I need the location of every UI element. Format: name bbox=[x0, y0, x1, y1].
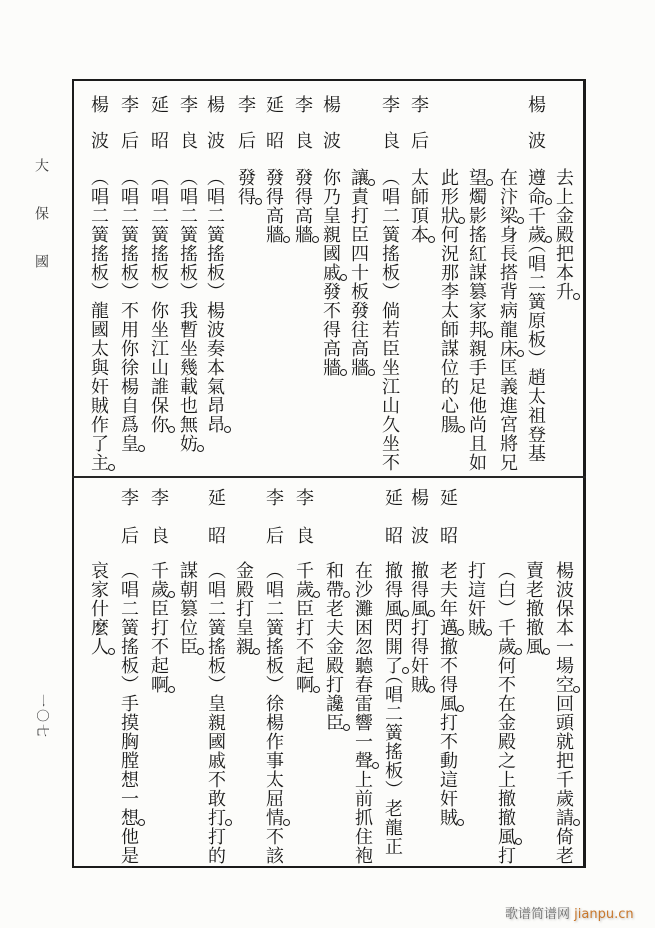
dialogue-text: 賣老撤撤風 bbox=[523, 561, 544, 656]
speaker-name: 李良 bbox=[292, 95, 313, 167]
dialogue-text: 讓責打臣四十板發往高牆 bbox=[348, 168, 369, 377]
dialogue-text: 老夫年邁撤不得風打不動這奸賊 bbox=[437, 561, 458, 827]
dialogue-text: （唱二簧搖板）龍國太與奸賊作了主 bbox=[88, 168, 109, 472]
dialogue-text: 打這奸賊 bbox=[465, 561, 486, 637]
dialogue-text: 和帶老夫金殿打讒臣 bbox=[323, 561, 344, 732]
speaker-name: 李后 bbox=[118, 488, 139, 564]
speaker-name: 延昭 bbox=[148, 95, 169, 167]
speaker-name: 楊波 bbox=[204, 95, 225, 167]
watermark bbox=[505, 903, 634, 922]
dialogue-text: 在沙灘困忽聽春雷響一聲上前抓住袍 bbox=[352, 561, 373, 865]
dialogue-text: 楊波保本一場空回頭就把千歲請倚老 bbox=[553, 561, 574, 865]
frame-border-bottom bbox=[72, 866, 586, 868]
speaker-name: 延昭 bbox=[382, 488, 403, 564]
watermark-site-name: 歌谱简谱网 bbox=[505, 907, 571, 922]
dialogue-text: （唱二簧搖板）徐楊作事太屈情不該 bbox=[263, 561, 284, 865]
speaker-name: 延昭 bbox=[437, 488, 458, 564]
frame-border-right bbox=[583, 79, 586, 868]
dialogue-text: 千歲臣打不起啊 bbox=[293, 561, 314, 694]
speaker-name: 李良 bbox=[293, 488, 314, 564]
dialogue-text: 望燭影搖紅謀篡家邦親手足他尚且如 bbox=[466, 168, 487, 472]
speaker-name: 李良 bbox=[379, 95, 400, 167]
running-title: 大保國 bbox=[33, 158, 49, 302]
watermark-domain: jianpu.cn bbox=[574, 907, 634, 922]
speaker-name: 延昭 bbox=[205, 488, 226, 564]
dialogue-text: 發得高牆 bbox=[292, 168, 313, 244]
dialogue-text: 你乃皇親國戚發不得高牆 bbox=[320, 168, 341, 377]
dialogue-text: 在汴梁身長搭背病龍床匡義進宮將兄 bbox=[497, 168, 518, 472]
dialogue-text: 此形狀何況那李太師謀位的心腸 bbox=[438, 168, 459, 434]
dialogue-text: （唱二簧搖板）手摸胸膛想一想他是 bbox=[118, 561, 139, 865]
dialogue-text: 遵命千歲（唱二簧原板）趙太祖登基 bbox=[525, 168, 546, 463]
dialogue-text: 千歲臣打不起啊 bbox=[148, 561, 169, 694]
dialogue-text: 發得 bbox=[235, 168, 256, 206]
dialogue-text: （唱二簧搖板）倘若臣坐江山久坐不 bbox=[379, 168, 400, 472]
dialogue-text: 撤得風閃開了（唱二簧搖板）老龍正 bbox=[382, 561, 403, 856]
frame-border-top bbox=[72, 79, 586, 81]
section-divider bbox=[72, 476, 586, 478]
speaker-name: 李后 bbox=[118, 95, 139, 167]
dialogue-text: （唱二簧搖板）你坐江山誰保你 bbox=[148, 168, 169, 434]
dialogue-text: （唱二簧搖板）我暫坐幾載也無妨 bbox=[177, 168, 198, 453]
frame-border-left bbox=[72, 79, 74, 868]
speaker-name: 李良 bbox=[148, 488, 169, 564]
dialogue-text: 發得高牆 bbox=[263, 168, 284, 244]
dialogue-text: 撤得風打得奸賊 bbox=[408, 561, 429, 694]
dialogue-text: （白）千歲何不在金殿之上撤撤風打 bbox=[495, 561, 516, 865]
speaker-name: 延昭 bbox=[263, 95, 284, 167]
dialogue-text: 去上金殿把本升 bbox=[553, 168, 574, 301]
dialogue-text: （唱二簧搖板）不用你徐楊自爲皇 bbox=[118, 168, 139, 453]
speaker-name: 楊波 bbox=[320, 95, 341, 167]
speaker-name: 楊波 bbox=[408, 488, 429, 564]
speaker-name: 楊波 bbox=[88, 95, 109, 167]
page-number: 一〇七 bbox=[34, 694, 49, 740]
speaker-name: 李后 bbox=[235, 95, 256, 167]
speaker-name: 李后 bbox=[263, 488, 284, 564]
dialogue-text: 謀朝篡位臣 bbox=[177, 561, 198, 656]
speaker-name: 楊波 bbox=[525, 95, 546, 167]
dialogue-text: （唱二簧搖板）皇親國戚不敢打打的 bbox=[205, 561, 226, 865]
dialogue-text: 哀家什麼人 bbox=[88, 561, 109, 656]
speaker-name: 李良 bbox=[177, 95, 198, 167]
dialogue-text: 太師頂本 bbox=[408, 168, 429, 244]
dialogue-text: 金殿打皇親 bbox=[233, 561, 254, 656]
dialogue-text: （唱二簧搖板）楊波奏本氣昂昂 bbox=[204, 168, 225, 434]
speaker-name: 李后 bbox=[408, 95, 429, 167]
